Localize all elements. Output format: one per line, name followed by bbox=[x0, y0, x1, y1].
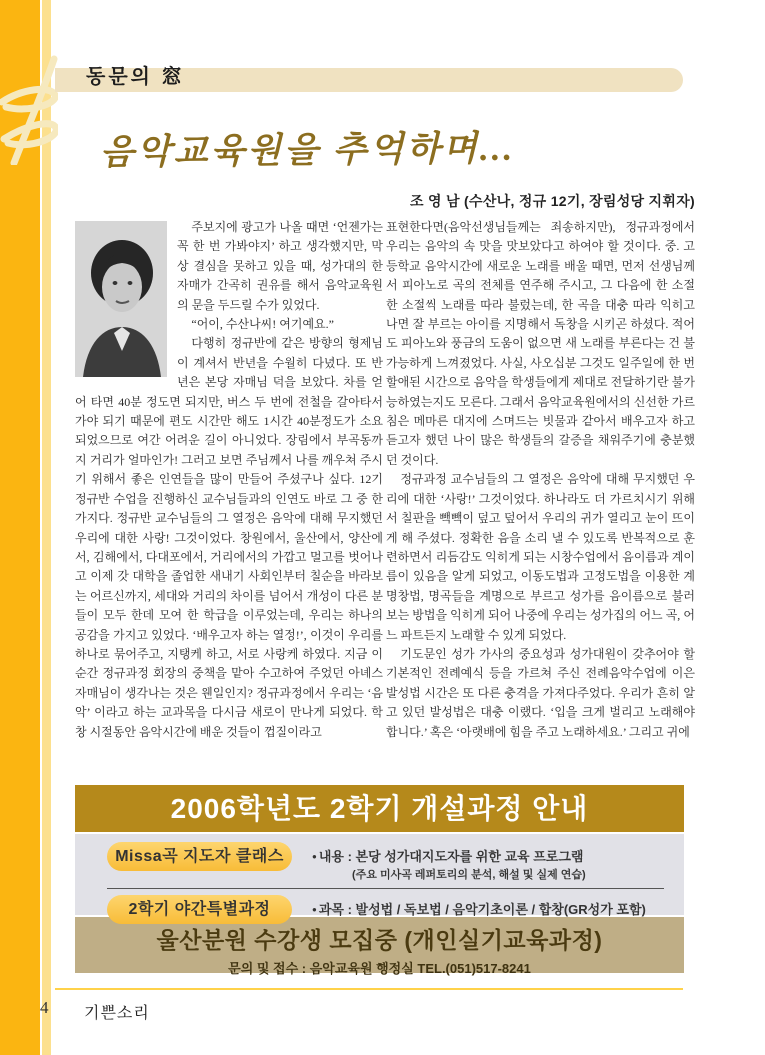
article-column-right bbox=[386, 218, 695, 784]
paragraph: 기도문인 성가 가사의 중요성과 성가대원이 갖추어야 할 기본적인 전례예식 등을 가르쳐 주신 전례음악수업에 이은 발성법 시간은 또 다른 충격을 가져다주었다. 우리가 흔히 알고 있던 발성법은 대충 이랬다. ‘입을 크게 벌리고 노래해야 합니다.’ 혹은 ‘아랫배에 힘을 주고 노래하세요.’ 그리고 귀에 bbox=[386, 646, 695, 739]
paragraph: 다행히 정규반에 같은 방향의 형제님이 계셔서 반년을 수월히 다녔다. 또 반년은 본당 자매님 덕을 보았다. 차를 얻어 타면 40분 정도면 되지만, 버스 두 번에 전철을 갈아타서 가야 되기 때문에 편도 시간만 해도 1시간 40분정도가 소요되었으므로 여간 어려운 길이 아니었다. 장림에서 부곡동까지 거리가 얼마인가! 그러고 보면 주님께서 나를 깨우쳐 주시기 위해서 좋은 인연들을 많이 만들어 주셨구나 싶다. 12기 정규반 수업을 진행하신 교수님들과의 인연도 바로 그 중 한가지다. 정규반 교수님들의 그 열정은 음악에 대해 무지했던 우리에 대한 사랑! 그것이었다. 창원에서, 울산에서, 양산에서, 김해에서, 다대포에서, 거리에서의 가깝고 멀고를 벗어나고 이제 갓 대학을 졸업한 새내기 사회인부터 칠순을 바라보는 어르신까지, 세대와 거리의 차이를 넘어서 개성이 다른 분들이 모두 한데 모여 한 학급을 이루었는데, 우리는 하나의 공감을 가지고 있었다. ‘배우고자 하는 열정!’, 이것이 우리를 하나로 묶어주고, 지탱케 하고, 서로 사랑케 하였다. 지금 이 순간 정규과정 회장의 중책을 맡아 수고하여 주었던 아녜스 자매님이 생각나는 것은 웬일인지? 정규과정에서 우리는 ‘음악’ 이라고 하는 교과목을 다시금 새로이 만나게 되었다. 학창 시절동안 음악시간에 배운 것들이 껍질이라고 bbox=[75, 336, 383, 739]
paragraph: 표현한다면(음악선생님들께는 죄송하지만), 정규과정에서 우리는 음악의 속 맛을 맛보았다고 하여야 할 것이다. 중. 고등학교 음악시간에 새로운 노래를 배울 때면, 먼저 선생님께서 피아노로 곡의 전체를 연주해 주시고, 그 다음에 한 소절 한 소절씩 노래를 따라 불렀는데, 한 곡을 대충 따라 익히고 나면 잘 부르는 아이를 지명해서 독창을 시키곤 하셨다. 적어도 피아노와 풍금의 도움이 없으면 새 노래를 부른다는 건 불가능하게 느껴졌었다. 사실, 사오십분 그것도 일주일에 한 번 할애된 시간으로 음악을 학생들에게 제대로 전달하기란 불가능하였는지도 모른다. 그래서 음악교육원에서의 신선한 가르침은 메마른 대지에 스며드는 빗물과 같아서 배우고자 하고 듣고자 했던 나이 많은 학생들의 갈증을 채워주기에 충분했던 것이다. bbox=[386, 220, 695, 467]
paragraph: 정규과정 교수님들의 그 열정은 음악에 대해 무지했던 우리에 대한 ‘사랑!’ 그것이었다. 하나라도 더 가르치시기 위해서 칠판을 빽빽이 덮고 덮어서 우리의 귀가 열리고 눈이 뜨이게 해 주셨다. 정확한 음을 소리 낼 수 있도록 반복적으로 훈련하면서 리듬감도 익히게 되는 시창수업에서 음이름과 계이름이 있음을 알게 되었고, 이동도법과 고정도법을 이용한 계명창법, 명곡들을 계명으로 부르고 성가를 음이름으로 불러보는 방법을 익히게 되어 나중에 우리는 성가집의 어느 곡, 어느 파트든지 노래할 수 있게 되었다. bbox=[386, 472, 695, 642]
magazine-name: 기쁜소리 bbox=[84, 1005, 150, 1022]
course-divider bbox=[107, 888, 664, 889]
course-row-missa bbox=[107, 842, 666, 882]
byline: 조 영 남 (수산나, 정규 12기, 장림성당 지휘자) bbox=[410, 193, 695, 209]
footer-rule bbox=[55, 988, 683, 990]
course-detail-text: 과목 : 발성법 / 독보법 / 음악기초이론 / 합창(GR성가 포함) bbox=[318, 902, 646, 917]
calligraphy-swirl-icon bbox=[0, 55, 58, 165]
recruit-banner bbox=[75, 917, 684, 976]
recruit-contact: 문의 및 접수 : 음악교육원 행정실 TEL.(051)517-8241 bbox=[228, 961, 531, 976]
page-number: 4 bbox=[40, 998, 49, 1017]
course-detail-text: 내용 : 본당 성가대지도자를 위한 교육 프로그램 bbox=[318, 849, 584, 864]
course-pill-evening: 2학기 야간특별과정 bbox=[107, 895, 292, 924]
announcement-box bbox=[75, 785, 684, 976]
section-label: 동문의 窓 bbox=[86, 66, 185, 88]
paragraph: 주보지에 광고가 나올 때면 ‘언젠가는 꼭 한 번 가봐야지’ 하고 생각했지만, 막상 결심을 못하고 있을 때, 성가대의 한 자매가 간곡히 권유를 해서 음악교육원의 문을 두드릴 수가 있었다. bbox=[177, 220, 383, 312]
course-detail-sub: (주요 미사곡 레퍼토리의 분석, 해설 및 실제 연습) bbox=[352, 869, 586, 881]
bullet-icon: ● bbox=[312, 905, 317, 914]
article-title: 음악교육원을 추억하며... bbox=[99, 128, 516, 172]
announcement-title: 2006학년도 2학기 개설과정 안내 bbox=[75, 785, 684, 832]
course-pill-missa: Missa곡 지도자 클래스 bbox=[107, 842, 292, 871]
author-photo bbox=[75, 221, 167, 377]
bullet-icon: ● bbox=[312, 852, 317, 861]
recruit-title: 울산분원 수강생 모집중 (개인실기교육과정) bbox=[156, 927, 603, 953]
paragraph-quote: “어이, 수산나씨! 여기예요.” bbox=[191, 317, 334, 332]
announcement-body bbox=[75, 834, 684, 918]
course-detail-main bbox=[312, 846, 586, 865]
course-detail bbox=[312, 895, 646, 918]
course-detail bbox=[312, 842, 586, 882]
course-detail-main bbox=[312, 899, 646, 918]
article-column-left bbox=[75, 218, 383, 784]
